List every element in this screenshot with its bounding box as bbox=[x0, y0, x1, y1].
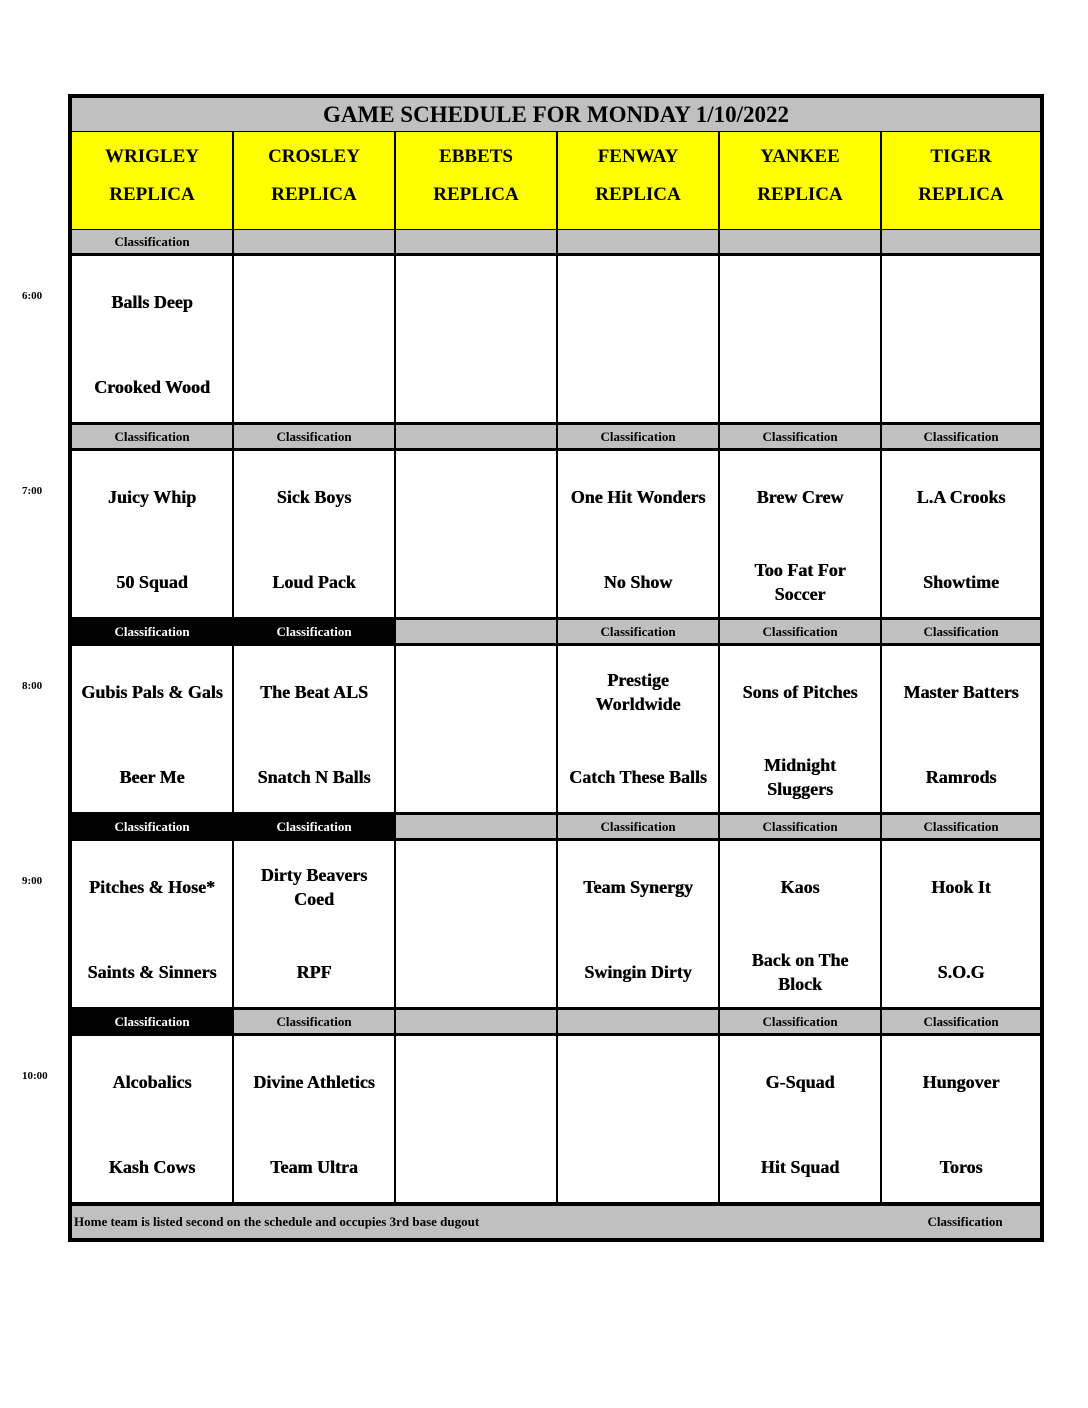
venue-subtitle: REPLICA bbox=[918, 184, 1004, 205]
away-team: Dirty Beavers Coed bbox=[260, 865, 368, 909]
home-team: Midnight Sluggers bbox=[763, 755, 837, 799]
home-team: No Show bbox=[603, 572, 673, 592]
away-team bbox=[558, 1057, 718, 1107]
away-team bbox=[396, 862, 556, 912]
away-team bbox=[396, 277, 556, 327]
home-team: Too Fat For Soccer bbox=[754, 560, 846, 604]
game-cell bbox=[882, 256, 1040, 422]
home-team bbox=[882, 362, 1040, 412]
classification-band: Classification bbox=[72, 1010, 232, 1033]
venue-header-wrigley bbox=[72, 132, 232, 229]
classification-band: Classification bbox=[558, 815, 718, 838]
away-team: Prestige Worldwide bbox=[595, 670, 681, 714]
classification-band bbox=[558, 1010, 718, 1033]
classification-band: Classification bbox=[72, 425, 232, 448]
home-team: Loud Pack bbox=[272, 572, 356, 592]
away-team: The Beat ALS bbox=[259, 682, 369, 702]
venue-name: TIGER bbox=[930, 146, 992, 167]
home-team: Crooked Wood bbox=[94, 377, 210, 397]
game-cell bbox=[396, 1036, 556, 1202]
home-team-note: Home team is listed second on the schedule and occupies 3rd base dugout bbox=[74, 1214, 480, 1229]
venue-name: CROSLEY bbox=[268, 146, 360, 167]
game-cell bbox=[720, 1036, 880, 1202]
classification-band: Classification bbox=[882, 815, 1040, 838]
home-team: RPF bbox=[296, 962, 332, 982]
home-team bbox=[558, 1142, 718, 1192]
classification-band: Classification bbox=[234, 815, 394, 838]
time-label: 6:00 bbox=[22, 290, 43, 302]
game-cell bbox=[558, 256, 718, 422]
classification-band: Classification bbox=[72, 620, 232, 643]
home-team bbox=[396, 557, 556, 607]
away-team: Sons of Pitches bbox=[742, 682, 858, 702]
game-cell bbox=[72, 256, 232, 422]
away-team: Kaos bbox=[780, 877, 820, 897]
home-team bbox=[234, 362, 394, 412]
away-team: G-Squad bbox=[765, 1072, 835, 1092]
home-team: Team Ultra bbox=[270, 1157, 358, 1177]
venue-subtitle: REPLICA bbox=[757, 184, 843, 205]
classification-band: Classification bbox=[234, 1010, 394, 1033]
venue-name: WRIGLEY bbox=[105, 146, 199, 167]
footer-bar bbox=[72, 1206, 1040, 1238]
venue-name: FENWAY bbox=[597, 146, 679, 167]
home-team bbox=[396, 1142, 556, 1192]
home-team: 50 Squad bbox=[116, 572, 188, 592]
classification-band: Classification bbox=[882, 620, 1040, 643]
schedule-title: GAME SCHEDULE FOR MONDAY 1/10/2022 bbox=[72, 98, 1040, 131]
home-team: Catch These Balls bbox=[569, 767, 707, 787]
classification-band: Classification bbox=[882, 425, 1040, 448]
classification-band: Classification bbox=[558, 620, 718, 643]
away-team: Divine Athletics bbox=[253, 1072, 375, 1092]
classification-band: Classification bbox=[720, 620, 880, 643]
game-cell bbox=[72, 451, 232, 617]
game-cell bbox=[72, 841, 232, 1007]
away-team: Hungover bbox=[922, 1072, 1000, 1092]
home-team: Back on The Block bbox=[751, 950, 849, 994]
classification-band: Classification bbox=[234, 620, 394, 643]
away-team: Team Synergy bbox=[583, 877, 693, 897]
away-team: Alcobalics bbox=[112, 1072, 192, 1092]
venue-header-yankee bbox=[720, 132, 880, 229]
home-team: Swingin Dirty bbox=[584, 962, 692, 982]
home-team: S.O.G bbox=[937, 962, 985, 982]
venue-subtitle: REPLICA bbox=[271, 184, 357, 205]
classification-band bbox=[396, 1010, 556, 1033]
game-cell bbox=[720, 451, 880, 617]
home-team bbox=[720, 362, 880, 412]
classification-band: Classification bbox=[720, 1010, 880, 1033]
home-team: Beer Me bbox=[119, 767, 185, 787]
game-cell bbox=[396, 646, 556, 812]
game-cell bbox=[558, 841, 718, 1007]
away-team bbox=[882, 277, 1040, 327]
game-cell bbox=[882, 841, 1040, 1007]
venue-subtitle: REPLICA bbox=[595, 184, 681, 205]
time-label: 8:00 bbox=[22, 680, 43, 692]
classification-band: Classification bbox=[720, 425, 880, 448]
away-team: L.A Crooks bbox=[916, 487, 1006, 507]
home-team: Saints & Sinners bbox=[87, 962, 217, 982]
away-team bbox=[396, 1057, 556, 1107]
classification-band bbox=[882, 230, 1040, 253]
game-cell bbox=[882, 646, 1040, 812]
venue-header-tiger bbox=[882, 132, 1040, 229]
classification-band bbox=[396, 230, 556, 253]
home-team: Hit Squad bbox=[760, 1157, 840, 1177]
away-team: Sick Boys bbox=[276, 487, 352, 507]
game-cell bbox=[234, 451, 394, 617]
home-team bbox=[396, 752, 556, 802]
game-cell bbox=[558, 1036, 718, 1202]
classification-band bbox=[396, 620, 556, 643]
classification-band bbox=[234, 230, 394, 253]
game-cell bbox=[882, 1036, 1040, 1202]
game-cell bbox=[720, 256, 880, 422]
game-cell bbox=[720, 841, 880, 1007]
home-team bbox=[396, 362, 556, 412]
venue-header-crosley bbox=[234, 132, 394, 229]
away-team: One Hit Wonders bbox=[570, 487, 706, 507]
classification-band bbox=[558, 230, 718, 253]
away-team: Hook It bbox=[931, 877, 991, 897]
away-team bbox=[720, 277, 880, 327]
home-team: Ramrods bbox=[925, 767, 997, 787]
away-team: Pitches & Hose* bbox=[89, 877, 215, 897]
schedule-table bbox=[68, 94, 1044, 1242]
away-team: Juicy Whip bbox=[107, 487, 197, 507]
game-cell bbox=[72, 646, 232, 812]
game-cell bbox=[396, 256, 556, 422]
time-label: 10:00 bbox=[22, 1070, 48, 1082]
game-cell bbox=[396, 841, 556, 1007]
home-team: Toros bbox=[939, 1157, 983, 1177]
venue-subtitle: REPLICA bbox=[109, 184, 195, 205]
away-team bbox=[396, 472, 556, 522]
classification-band: Classification bbox=[72, 815, 232, 838]
home-team: Showtime bbox=[923, 572, 999, 592]
away-team: Gubis Pals & Gals bbox=[81, 682, 223, 702]
classification-band: Classification bbox=[234, 425, 394, 448]
game-cell bbox=[720, 646, 880, 812]
game-cell bbox=[396, 451, 556, 617]
venue-header-fenway bbox=[558, 132, 718, 229]
home-team bbox=[396, 947, 556, 997]
classification-band: Classification bbox=[558, 425, 718, 448]
away-team bbox=[558, 277, 718, 327]
away-team bbox=[234, 277, 394, 327]
venue-header-ebbets bbox=[396, 132, 556, 229]
classification-band bbox=[720, 230, 880, 253]
game-cell bbox=[72, 1036, 232, 1202]
time-label: 9:00 bbox=[22, 875, 43, 887]
game-cell bbox=[234, 256, 394, 422]
time-label: 7:00 bbox=[22, 485, 43, 497]
away-team: Brew Crew bbox=[756, 487, 844, 507]
game-cell bbox=[234, 646, 394, 812]
venue-name: YANKEE bbox=[760, 146, 840, 167]
home-team bbox=[558, 362, 718, 412]
classification-band: Classification bbox=[720, 815, 880, 838]
game-cell bbox=[234, 1036, 394, 1202]
away-team: Balls Deep bbox=[111, 292, 193, 312]
classification-band bbox=[396, 425, 556, 448]
footer-classification: Classification bbox=[927, 1214, 1003, 1229]
away-team: Master Batters bbox=[903, 682, 1019, 702]
venue-name: EBBETS bbox=[439, 146, 513, 167]
home-team: Kash Cows bbox=[108, 1157, 196, 1177]
home-team: Snatch N Balls bbox=[257, 767, 371, 787]
away-team bbox=[396, 667, 556, 717]
classification-band: Classification bbox=[72, 230, 232, 253]
game-cell bbox=[882, 451, 1040, 617]
game-cell bbox=[558, 646, 718, 812]
classification-band bbox=[396, 815, 556, 838]
game-cell bbox=[558, 451, 718, 617]
venue-subtitle: REPLICA bbox=[433, 184, 519, 205]
game-cell bbox=[234, 841, 394, 1007]
classification-band: Classification bbox=[882, 1010, 1040, 1033]
